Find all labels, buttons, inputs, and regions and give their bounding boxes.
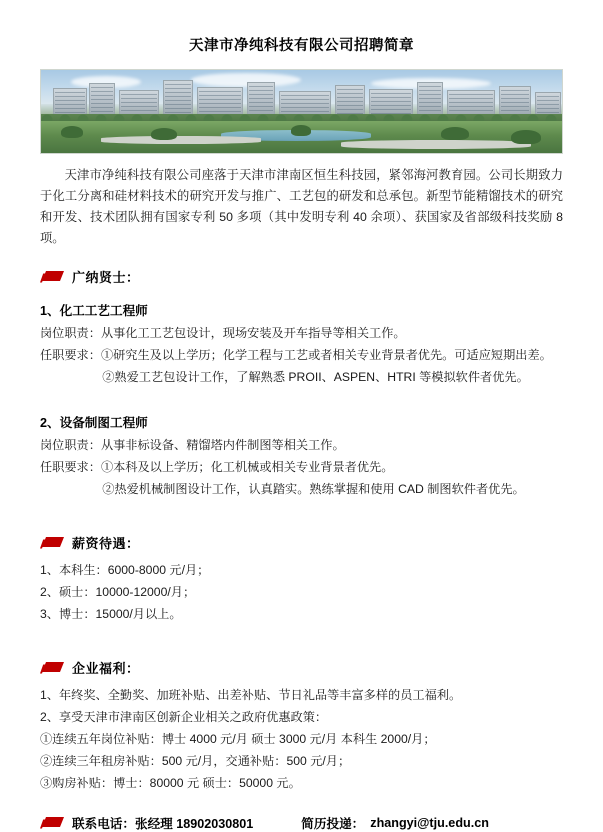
- job-title-2: 2、设备制图工程师: [40, 416, 148, 430]
- job-1-req-2: ②熟爱工艺包设计工作，了解熟悉 PROII、ASPEN、HTRI 等模拟软件者优先。: [102, 370, 529, 384]
- section-title: 广纳贤士：: [72, 270, 140, 285]
- job-1-req-label: 任职要求：: [40, 348, 101, 362]
- contact-row: [40, 813, 563, 832]
- building: [247, 82, 275, 118]
- benefit-item: ②连续三年租房补贴：500 元/月，交通补贴：500 元/月；: [40, 754, 351, 768]
- job-1-req-first: ①研究生及以上学历；化学工程与工艺或者相关专业背景者优先。可适应短期出差。: [100, 348, 552, 362]
- job-2-duty: [40, 435, 563, 455]
- job-title-1: 1、化工工艺工程师: [40, 304, 148, 318]
- page-title: 天津市净纯科技有限公司招聘简章: [189, 38, 414, 54]
- shrub: [151, 128, 177, 140]
- section-header-salary: [40, 533, 563, 552]
- section-title: 企业福利：: [72, 661, 140, 676]
- job-1-duty-text: 从事化工工艺包设计，现场安装及开车指导等相关工作。: [100, 326, 406, 340]
- salary-item: 2、硕士：10000-12000/月；: [40, 585, 196, 599]
- building: [89, 83, 115, 118]
- salary-item: 1、本科生：6000-8000 元/月；: [40, 563, 210, 577]
- building: [163, 80, 193, 118]
- job-1-duty: [40, 323, 563, 343]
- contact-email[interactable]: zhangyi@tju.edu.cn: [370, 815, 489, 830]
- benefit-item: ①连续五年岗位补贴：博士 4000 元/月 硕士 3000 元/月 本科生 2000/月；: [40, 732, 436, 746]
- intro-paragraph: 天津市净纯科技有限公司座落于天津市津南区恒生科技园，紧邻海河教育园。公司长期致力于化工分离和硅材料技术的研究开发与推广、工艺包的研发和总承包。新型节能精馏技术的研究和开发、技术团队拥有国家专利 50 多项（其中发明专利 40 余项）、获国家及省部级科技奖励 8 项。: [40, 168, 563, 245]
- flag-icon: [40, 816, 64, 829]
- job-1-req: [40, 345, 563, 365]
- company-campus-photo: [40, 69, 563, 154]
- walk-path: [101, 136, 261, 144]
- benefit-item: 2、享受天津市津南区创新企业相关之政府优惠政策：: [40, 710, 328, 724]
- flag-icon: [40, 270, 64, 283]
- job-2-req-label: 任职要求：: [40, 460, 101, 474]
- section-header-benefits: [40, 658, 563, 677]
- salary-item: 3、博士：15000/月以上。: [40, 607, 182, 621]
- job-2-duty-label: 岗位职责：: [40, 438, 101, 452]
- job-1-duty-label: 岗位职责：: [40, 326, 101, 340]
- section-title: 薪资待遇：: [72, 536, 140, 551]
- job-2-req-2: ②热爱机械制图设计工作，认真踏实。熟练掌握和使用 CAD 制图软件者优先。: [102, 482, 525, 496]
- flag-icon: [40, 661, 64, 674]
- job-2-req: [40, 457, 563, 477]
- cloud-shape: [191, 73, 301, 87]
- section-header-recruit: [40, 267, 563, 286]
- resume-label: 简历投递：: [301, 817, 365, 831]
- contact-phone: 联系电话：张经理 18902030801: [72, 817, 254, 831]
- building: [417, 82, 443, 118]
- shrub: [441, 127, 469, 140]
- job-2-req-first: ①本科及以上学历；化工机械或相关专业背景者优先。: [100, 460, 394, 474]
- shrub: [511, 130, 541, 144]
- benefit-item: 1、年终奖、全勤奖、加班补贴、出差补贴、节日礼品等丰富多样的员工福利。: [40, 688, 462, 702]
- shrub: [291, 125, 311, 136]
- benefit-item: ③购房补贴：博士：80000 元 硕士：50000 元。: [40, 776, 301, 790]
- shrub: [61, 126, 83, 138]
- job-2-duty-text: 从事非标设备、精馏塔内件制图等相关工作。: [100, 438, 345, 452]
- flag-icon: [40, 536, 64, 549]
- walk-path: [341, 140, 531, 149]
